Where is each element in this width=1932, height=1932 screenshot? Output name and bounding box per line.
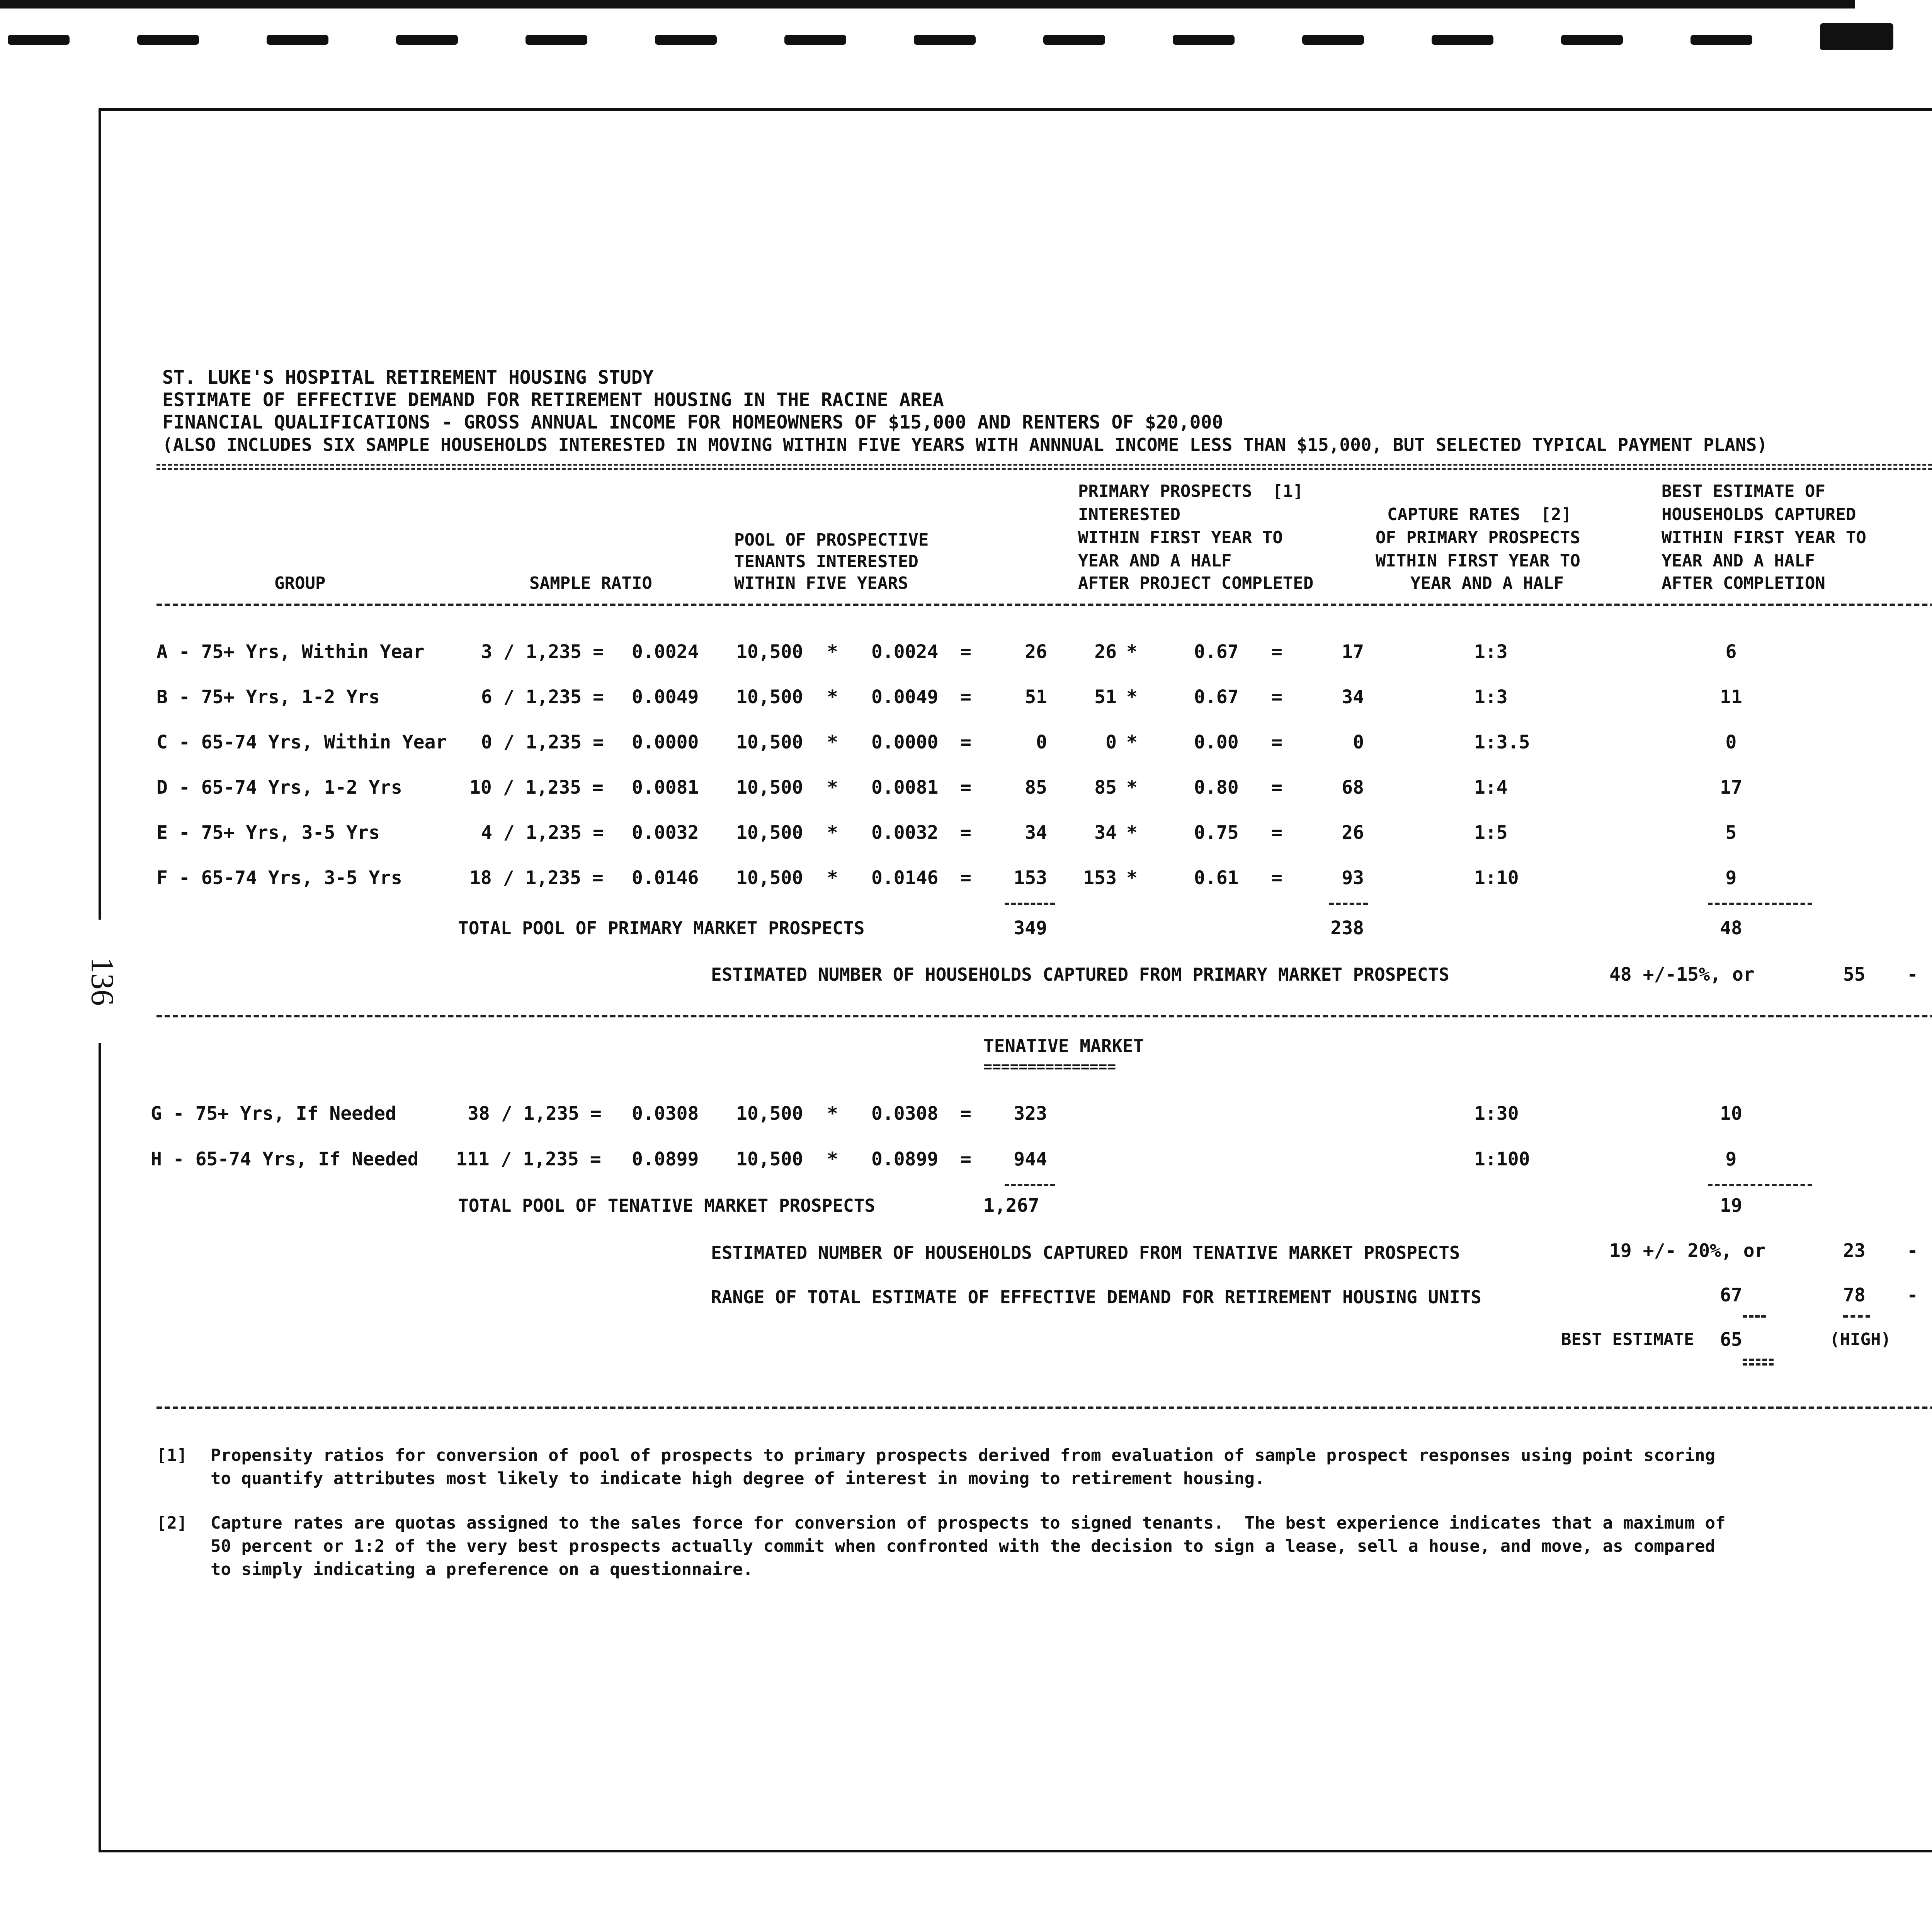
prim-cell: 34 [1094, 822, 1117, 844]
ratio-value-cell: 0.0081 [632, 777, 699, 798]
pool-eq: = [960, 867, 971, 889]
scan-mark [1043, 35, 1105, 45]
footnote-line: Propensity ratios for conversion of pool of prospects to primary prospects derived from evaluation of sample prospect responses using point scoring [211, 1446, 1716, 1465]
best-cell: 6 [1725, 641, 1737, 663]
best-cell: 9 [1725, 1148, 1737, 1170]
subtotal-underline [1708, 903, 1812, 905]
pool-ratio-cell: 0.0081 [871, 777, 939, 798]
prim-value-cell: 93 [1342, 867, 1364, 889]
scan-mark [267, 35, 328, 45]
ratio-cell: 6 / 1,235 = [481, 686, 604, 708]
pool-eq: = [960, 1103, 971, 1124]
range-high: 78 [1843, 1284, 1866, 1306]
group-cell: B - 75+ Yrs, 1-2 Yrs [156, 686, 380, 708]
scan-mark [8, 35, 70, 45]
best-cell: 17 [1720, 777, 1742, 798]
pool-cell: 10,500 [736, 731, 803, 753]
best-cell: 9 [1725, 867, 1737, 889]
pool-ratio-cell: 0.0032 [871, 822, 939, 844]
page-number [84, 957, 121, 1006]
primary-total-best: 48 [1720, 917, 1742, 939]
capture-cell: 1:4 [1474, 777, 1508, 798]
prim-star: * [1126, 777, 1138, 798]
best-cell: 0 [1725, 731, 1737, 753]
ratio-value-cell: 0.0308 [632, 1103, 699, 1124]
col-header-best: YEAR AND A HALF [1662, 551, 1815, 571]
pool-eq: = [960, 822, 971, 844]
report-header-line: FINANCIAL QUALIFICATIONS - GROSS ANNUAL INCOME FOR HOMEOWNERS OF $15,000 AND RENTERS OF $20,000 [162, 412, 1223, 433]
col-header-pool: WITHIN FIVE YEARS [734, 573, 908, 593]
range-best: 67 [1720, 1284, 1742, 1306]
capture-cell: 1:3 [1474, 641, 1508, 663]
pool-eq: = [960, 1148, 971, 1170]
prim-star: * [1126, 686, 1138, 708]
pool-eq: = [960, 731, 971, 753]
col-header-best: HOUSEHOLDS CAPTURED [1662, 505, 1856, 524]
pool-eq: = [960, 641, 971, 663]
scan-mark [655, 35, 717, 45]
capture-cell: 1:100 [1474, 1148, 1530, 1170]
tentative-total-pool: 1,267 [983, 1195, 1039, 1216]
double-rule-2 [156, 468, 1932, 470]
col-header-primary: INTERESTED [1078, 505, 1180, 524]
prim-eq: = [1271, 822, 1282, 844]
header-rule [156, 604, 1932, 606]
prim-star: * [1126, 641, 1138, 663]
group-cell: H - 65-74 Yrs, If Needed [151, 1148, 419, 1170]
capture-cell: 1:30 [1474, 1103, 1519, 1124]
scan-top-band [0, 0, 1855, 9]
capture-cell: 1:3.5 [1474, 731, 1530, 753]
section-rule [156, 1015, 1932, 1017]
prim-cell: 0 [1105, 731, 1117, 753]
footnote-line: 50 percent or 1:2 of the very best prospects actually commit when confronted with the decision to sign a lease, sell a house, and move, as compared [211, 1536, 1716, 1556]
footnote-line: Capture rates are quotas assigned to the sales force for conversion of prospects to signed tenants. The best experience indicates that a maximum of [211, 1513, 1726, 1533]
prim-value-cell: 0 [1353, 731, 1364, 753]
scan-mark [1432, 35, 1493, 45]
best-estimate-value: 65 [1720, 1329, 1742, 1350]
pool-star: * [827, 1148, 838, 1170]
pool-cell: 10,500 [736, 1103, 803, 1124]
scan-mark [1561, 35, 1623, 45]
col-header-capture: OF PRIMARY PROSPECTS [1376, 528, 1580, 548]
prim-star: * [1126, 867, 1138, 889]
pool-value-cell: 153 [1014, 867, 1047, 889]
pool-ratio-cell: 0.0899 [871, 1148, 939, 1170]
col-header-best: AFTER COMPLETION [1662, 573, 1825, 593]
footnote-rule [156, 1406, 1932, 1409]
footnote-line: to quantify attributes most likely to indicate high degree of interest in moving to retirement housing. [211, 1469, 1265, 1488]
ratio-value-cell: 0.0032 [632, 822, 699, 844]
prim-cell: 85 [1094, 777, 1117, 798]
subtotal-underline [1329, 903, 1368, 905]
report-header-line: ESTIMATE OF EFFECTIVE DEMAND FOR RETIREMENT HOUSING IN THE RACINE AREA [162, 389, 944, 411]
pool-cell: 10,500 [736, 686, 803, 708]
pool-value-cell: 34 [1025, 822, 1047, 844]
tentative-total-label: TOTAL POOL OF TENATIVE MARKET PROSPECTS [458, 1195, 876, 1216]
ratio-value-cell: 0.0146 [632, 867, 699, 889]
pool-cell: 10,500 [736, 1148, 803, 1170]
best-estimate-double-underline [1743, 1363, 1774, 1366]
best-estimate-double-underline [1743, 1359, 1774, 1361]
prim-eq: = [1271, 641, 1282, 663]
scan-top-marks [0, 23, 1932, 50]
pool-star: * [827, 641, 838, 663]
scan-mark [396, 35, 458, 45]
best-estimate-high-label: (HIGH) [1830, 1330, 1891, 1349]
col-header-primary: WITHIN FIRST YEAR TO [1078, 528, 1283, 548]
col-header-best: BEST ESTIMATE OF [1662, 481, 1825, 501]
prim-value-cell: 26 [1342, 822, 1364, 844]
subtotal-underline [1005, 1184, 1055, 1186]
col-header-best: WITHIN FIRST YEAR TO [1662, 528, 1866, 548]
scan-mark [914, 35, 976, 45]
scan-mark [1690, 35, 1752, 45]
pool-star: * [827, 731, 838, 753]
tentative-total-best: 19 [1720, 1195, 1742, 1216]
report-header-line: ST. LUKE'S HOSPITAL RETIREMENT HOUSING STUDY [162, 367, 654, 388]
pool-ratio-cell: 0.0308 [871, 1103, 939, 1124]
primary-captured-high: 55 [1843, 964, 1866, 985]
ratio-cell: 38 / 1,235 = [468, 1103, 602, 1124]
ratio-value-cell: 0.0899 [632, 1148, 699, 1170]
group-cell: D - 65-74 Yrs, 1-2 Yrs [156, 777, 402, 798]
group-cell: C - 65-74 Yrs, Within Year [156, 731, 447, 753]
pool-star: * [827, 686, 838, 708]
pool-cell: 10,500 [736, 822, 803, 844]
prim-value-cell: 17 [1342, 641, 1364, 663]
primary-captured-dash: - [1907, 964, 1918, 985]
best-cell: 10 [1720, 1103, 1742, 1124]
primary-captured-estimate: 48 +/-15%, or [1609, 964, 1755, 985]
pool-value-cell: 51 [1025, 686, 1047, 708]
report-header-line: (ALSO INCLUDES SIX SAMPLE HOUSEHOLDS INTERESTED IN MOVING WITHIN FIVE YEARS WITH ANNNUAL INCOME LESS THAN $15,000, BUT SELECTED TYPICAL PAYMENT PLANS) [162, 434, 1768, 455]
prim-rate-cell: 0.67 [1194, 641, 1239, 663]
pool-ratio-cell: 0.0024 [871, 641, 939, 663]
pool-ratio-cell: 0.0146 [871, 867, 939, 889]
footnote-mark: [1] [156, 1446, 187, 1465]
scan-mark [1173, 35, 1235, 45]
group-cell: G - 75+ Yrs, If Needed [151, 1103, 396, 1124]
prim-eq: = [1271, 731, 1282, 753]
group-cell: E - 75+ Yrs, 3-5 Yrs [156, 822, 380, 844]
pool-ratio-cell: 0.0049 [871, 686, 939, 708]
scan-mark [526, 35, 587, 45]
col-header-capture: CAPTURE RATES [2] [1387, 505, 1571, 524]
ratio-value-cell: 0.0024 [632, 641, 699, 663]
pool-value-cell: 85 [1025, 777, 1047, 798]
prim-rate-cell: 0.61 [1194, 867, 1239, 889]
prim-value-cell: 68 [1342, 777, 1364, 798]
footnote-line: to simply indicating a preference on a questionnaire. [211, 1560, 753, 1579]
pool-cell: 10,500 [736, 867, 803, 889]
prim-star: * [1126, 822, 1138, 844]
range-underline [1843, 1315, 1870, 1318]
pool-value-cell: 0 [1036, 731, 1047, 753]
prim-cell: 51 [1094, 686, 1117, 708]
ratio-cell: 3 / 1,235 = [481, 641, 604, 663]
col-header-sample-ratio: SAMPLE RATIO [529, 573, 652, 593]
pool-star: * [827, 1103, 838, 1124]
scan-mark [1820, 23, 1893, 50]
scan-mark [137, 35, 199, 45]
prim-rate-cell: 0.67 [1194, 686, 1239, 708]
prim-eq: = [1271, 867, 1282, 889]
range-label: RANGE OF TOTAL ESTIMATE OF EFFECTIVE DEMAND FOR RETIREMENT HOUSING UNITS [711, 1287, 1481, 1308]
best-cell: 5 [1725, 822, 1737, 844]
ratio-value-cell: 0.0000 [632, 731, 699, 753]
group-cell: A - 75+ Yrs, Within Year [156, 641, 425, 663]
pool-ratio-cell: 0.0000 [871, 731, 939, 753]
pool-cell: 10,500 [736, 777, 803, 798]
primary-total-prim: 238 [1330, 917, 1364, 939]
range-dash: - [1907, 1284, 1918, 1306]
col-header-pool: POOL OF PROSPECTIVE [734, 530, 929, 550]
ratio-value-cell: 0.0049 [632, 686, 699, 708]
prim-rate-cell: 0.80 [1194, 777, 1239, 798]
tentative-title: TENATIVE MARKET [983, 1036, 1144, 1056]
tentative-title-rule: =============== [983, 1058, 1116, 1075]
prim-star: * [1126, 731, 1138, 753]
col-header-primary: PRIMARY PROSPECTS [1] [1078, 481, 1303, 501]
scan-mark [1302, 35, 1364, 45]
prim-rate-cell: 0.00 [1194, 731, 1239, 753]
subtotal-underline [1005, 903, 1055, 905]
col-header-pool: TENANTS INTERESTED [734, 552, 918, 571]
tentative-captured-estimate: 19 +/- 20%, or [1609, 1240, 1766, 1262]
col-header-capture: WITHIN FIRST YEAR TO [1376, 551, 1580, 571]
col-header-group: GROUP [274, 573, 326, 593]
capture-cell: 1:5 [1474, 822, 1508, 844]
prim-eq: = [1271, 777, 1282, 798]
primary-total-pool: 349 [1014, 917, 1047, 939]
primary-captured-label: ESTIMATED NUMBER OF HOUSEHOLDS CAPTURED FROM PRIMARY MARKET PROSPECTS [711, 964, 1449, 985]
subtotal-underline [1708, 1184, 1812, 1186]
ratio-cell: 10 / 1,235 = [469, 777, 604, 798]
tentative-captured-high: 23 [1843, 1240, 1866, 1262]
pool-star: * [827, 822, 838, 844]
tentative-captured-label: ESTIMATED NUMBER OF HOUSEHOLDS CAPTURED FROM TENATIVE MARKET PROSPECTS [711, 1242, 1460, 1263]
pool-cell: 10,500 [736, 641, 803, 663]
tentative-captured-dash: - [1907, 1240, 1918, 1262]
prim-cell: 153 [1083, 867, 1117, 889]
capture-cell: 1:10 [1474, 867, 1519, 889]
pool-star: * [827, 867, 838, 889]
pool-star: * [827, 777, 838, 798]
double-rule [156, 464, 1932, 466]
prim-cell: 26 [1094, 641, 1117, 663]
pool-eq: = [960, 777, 971, 798]
prim-value-cell: 34 [1342, 686, 1364, 708]
group-cell: F - 65-74 Yrs, 3-5 Yrs [156, 867, 402, 889]
footnote-mark: [2] [156, 1513, 187, 1533]
col-header-primary: AFTER PROJECT COMPLETED [1078, 573, 1314, 593]
pool-value-cell: 26 [1025, 641, 1047, 663]
pool-value-cell: 323 [1014, 1103, 1047, 1124]
prim-eq: = [1271, 686, 1282, 708]
pool-eq: = [960, 686, 971, 708]
capture-cell: 1:3 [1474, 686, 1508, 708]
ratio-cell: 111 / 1,235 = [456, 1148, 601, 1170]
primary-total-label: TOTAL POOL OF PRIMARY MARKET PROSPECTS [458, 918, 865, 939]
range-underline [1743, 1315, 1766, 1318]
col-header-capture: YEAR AND A HALF [1410, 573, 1564, 593]
pool-value-cell: 944 [1014, 1148, 1047, 1170]
ratio-cell: 4 / 1,235 = [481, 822, 604, 844]
best-cell: 11 [1720, 686, 1742, 708]
prim-rate-cell: 0.75 [1194, 822, 1239, 844]
ratio-cell: 18 / 1,235 = [469, 867, 604, 889]
ratio-cell: 0 / 1,235 = [481, 731, 604, 753]
col-header-primary: YEAR AND A HALF [1078, 551, 1232, 571]
page-number-text: 136 [84, 957, 121, 1006]
best-estimate-label: BEST ESTIMATE [1561, 1330, 1694, 1349]
scan-mark [784, 35, 846, 45]
